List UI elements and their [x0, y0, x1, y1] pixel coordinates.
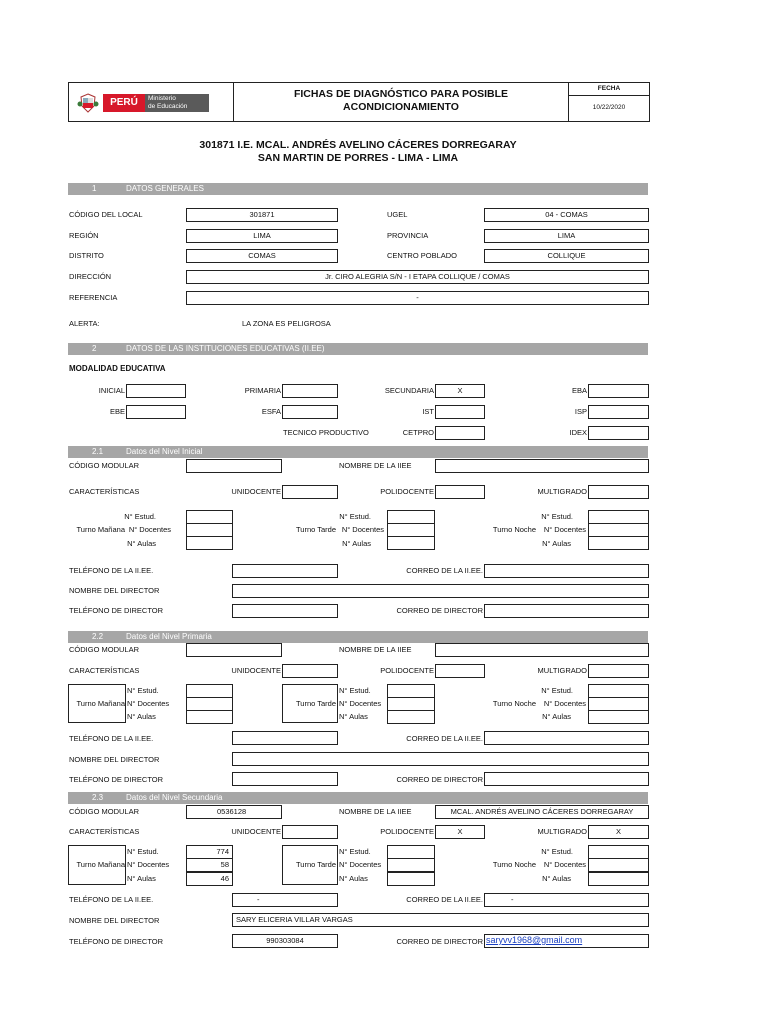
caracteristicas-label: CARACTERÍSTICAS — [69, 666, 140, 675]
correo-director-label: CORREO DE DIRECTOR — [396, 775, 483, 784]
primaria-unidocente-checkbox[interactable] — [282, 664, 338, 678]
section-title: DATOS GENERALES — [126, 184, 204, 193]
header-divider-fecha — [568, 95, 649, 96]
turno-tarde-label: Turno Tarde — [295, 860, 336, 869]
secundaria-polidocente-checkbox[interactable]: X — [435, 825, 485, 839]
tecnico-label: TECNICO PRODUCTIVO — [283, 428, 369, 437]
inicial-correo-director-field[interactable] — [484, 604, 649, 618]
secundaria-manana-estud-field[interactable]: 774 — [186, 845, 233, 859]
n-docentes-label: N° Docentes — [543, 699, 586, 708]
secundaria-tarde-aulas-field[interactable] — [387, 872, 435, 886]
multigrado-label: MULTIGRADO — [537, 827, 587, 836]
ebe-checkbox[interactable] — [126, 405, 186, 419]
primaria-checkbox[interactable] — [282, 384, 338, 398]
secundaria-correo-director-field[interactable] — [484, 934, 649, 948]
section-1-header — [68, 183, 648, 195]
fecha-value: 10/22/2020 — [592, 104, 626, 111]
n-aulas-label: N° Aulas — [339, 712, 368, 721]
telefono-iiee-label: TELÉFONO DE LA II.EE. — [69, 734, 154, 743]
idex-label: IDEX — [569, 428, 587, 437]
unidocente-label: UNIDOCENTE — [231, 827, 281, 836]
region-label: REGIÓN — [69, 231, 99, 240]
turno-noche-label: Turno Noche — [492, 860, 536, 869]
direccion-label: DIRECCIÓN — [69, 272, 112, 281]
nombre-iiee-label: NOMBRE DE LA IIEE — [339, 807, 412, 816]
n-docentes-label: N° Docentes — [127, 860, 170, 869]
secundaria-tarde-estud-field[interactable] — [387, 845, 435, 859]
primaria-noche-docentes-field[interactable] — [588, 697, 649, 711]
primaria-multigrado-checkbox[interactable] — [588, 664, 649, 678]
referencia-label: REFERENCIA — [69, 293, 118, 302]
secundaria-label: SECUNDARIA — [384, 386, 434, 395]
centro-poblado-label: CENTRO POBLADO — [387, 251, 458, 260]
n-estud-label: N° Estud. — [124, 512, 156, 521]
primaria-correo-iiee-field[interactable] — [484, 731, 649, 745]
primaria-noche-aulas-field[interactable] — [588, 710, 649, 724]
director-email-link[interactable]: saryvv1968@gmail.com — [486, 935, 583, 945]
primaria-codigo-modular-field[interactable] — [186, 643, 282, 657]
primaria-nombre-director-field[interactable] — [232, 752, 649, 766]
n-estud-label: N° Estud. — [541, 512, 573, 521]
primaria-noche-estud-field[interactable] — [588, 684, 649, 698]
n-estud-label: N° Estud. — [541, 686, 573, 695]
alerta-value: LA ZONA ES PELIGROSA — [242, 319, 331, 328]
multigrado-label: MULTIGRADO — [537, 666, 587, 675]
ist-label: IST — [422, 407, 434, 416]
cetpro-checkbox[interactable] — [435, 426, 485, 440]
secundaria-correo-iiee-field[interactable]: - — [484, 893, 649, 907]
secundaria-telefono-director-field[interactable]: 990303084 — [232, 934, 338, 948]
codigo-modular-label: CÓDIGO MODULAR — [69, 461, 140, 470]
n-docentes-label: N° Docentes — [128, 525, 171, 534]
form-header — [68, 82, 650, 122]
distrito-label: DISTRITO — [69, 251, 104, 260]
esfa-label: ESFA — [261, 407, 281, 416]
school-title-line1: 301871 I.E. MCAL. ANDRÉS AVELINO CÁCERES DORREGARAY — [199, 139, 517, 151]
polidocente-label: POLIDOCENTE — [380, 666, 434, 675]
eba-label: EBA — [571, 386, 587, 395]
primaria-telefono-iiee-field[interactable] — [232, 731, 338, 745]
ministry-line2: de Educación — [148, 103, 188, 110]
idex-checkbox[interactable] — [588, 426, 649, 440]
section-number: 1 — [92, 184, 97, 193]
primaria-correo-director-field[interactable] — [484, 772, 649, 786]
secundaria-noche-docentes-field[interactable] — [588, 858, 649, 872]
codigo-local-field[interactable]: 301871 — [186, 208, 338, 222]
secundaria-codigo-modular-field[interactable]: 0536128 — [186, 805, 282, 819]
telefono-director-label: TELÉFONO DE DIRECTOR — [69, 606, 164, 615]
region-field[interactable]: LIMA — [186, 229, 338, 243]
secundaria-manana-docentes-field[interactable]: 58 — [186, 858, 233, 872]
n-estud-label: N° Estud. — [127, 686, 159, 695]
section-title: Datos del Nivel Inicial — [126, 447, 203, 456]
telefono-iiee-label: TELÉFONO DE LA II.EE. — [69, 566, 154, 575]
section-inicial-header — [68, 446, 648, 458]
correo-director-label: CORREO DE DIRECTOR — [396, 606, 483, 615]
n-aulas-label: N° Aulas — [339, 874, 368, 883]
n-aulas-label: N° Aulas — [542, 539, 571, 548]
turno-noche-label: Turno Noche — [492, 699, 536, 708]
ministry-line1: Ministerio — [148, 95, 176, 102]
polidocente-label: POLIDOCENTE — [380, 487, 434, 496]
caracteristicas-label: CARACTERÍSTICAS — [69, 487, 140, 496]
form-title — [234, 88, 568, 114]
primaria-tarde-docentes-field[interactable] — [387, 697, 435, 711]
inicial-nombre-iiee-field[interactable] — [435, 459, 649, 473]
nombre-iiee-label: NOMBRE DE LA IIEE — [339, 645, 412, 654]
correo-director-label: CORREO DE DIRECTOR — [396, 937, 483, 946]
section-number: 2 — [92, 344, 97, 353]
polidocente-label: POLIDOCENTE — [380, 827, 434, 836]
n-estud-label: N° Estud. — [339, 686, 371, 695]
inicial-multigrado-checkbox[interactable] — [588, 485, 649, 499]
primaria-label: PRIMARIA — [244, 386, 281, 395]
form-title-line2: ACONDICIONAMIENTO — [343, 101, 459, 113]
inicial-manana-aulas-field[interactable] — [186, 536, 233, 550]
inicial-noche-aulas-field[interactable] — [588, 536, 649, 550]
school-title-line2: SAN MARTIN DE PORRES - LIMA - LIMA — [257, 152, 459, 164]
distrito-field[interactable]: COMAS — [186, 249, 338, 263]
n-aulas-label: N° Aulas — [127, 539, 156, 548]
ugel-label: UGEL — [387, 210, 408, 219]
correo-iiee-label: CORREO DE LA II.EE. — [406, 566, 483, 575]
primaria-manana-docentes-field[interactable] — [186, 697, 233, 711]
n-estud-label: N° Estud. — [541, 847, 573, 856]
inicial-noche-estud-field[interactable] — [588, 510, 649, 524]
ministry-brand — [145, 94, 209, 112]
ugel-field[interactable]: 04 - COMAS — [484, 208, 649, 222]
primaria-nombre-iiee-field[interactable] — [435, 643, 649, 657]
direccion-field[interactable]: Jr. CIRO ALEGRIA S/N - I ETAPA COLLIQUE / COMAS — [186, 270, 649, 284]
n-aulas-label: N° Aulas — [342, 539, 371, 548]
unidocente-label: UNIDOCENTE — [231, 487, 281, 496]
secundaria-multigrado-checkbox[interactable]: X — [588, 825, 649, 839]
inicial-polidocente-checkbox[interactable] — [435, 485, 485, 499]
secundaria-noche-aulas-field[interactable] — [588, 872, 649, 886]
ist-checkbox[interactable] — [435, 405, 485, 419]
section-primaria-header — [68, 631, 648, 643]
inicial-unidocente-checkbox[interactable] — [282, 485, 338, 499]
n-docentes-label: N° Docentes — [127, 699, 170, 708]
modalidad-label: MODALIDAD EDUCATIVA — [69, 364, 166, 373]
primaria-telefono-director-field[interactable] — [232, 772, 338, 786]
n-docentes-label: N° Docentes — [339, 860, 382, 869]
inicial-telefono-director-field[interactable] — [232, 604, 338, 618]
inicial-tarde-aulas-field[interactable] — [387, 536, 435, 550]
section-number: 2.1 — [92, 447, 104, 456]
n-docentes-label: N° Docentes — [339, 699, 382, 708]
peru-coat-of-arms-icon — [77, 92, 99, 114]
n-aulas-label: N° Aulas — [127, 712, 156, 721]
caracteristicas-label: CARACTERÍSTICAS — [69, 827, 140, 836]
form-title-line1: FICHAS DE DIAGNÓSTICO PARA POSIBLE — [293, 88, 509, 100]
secundaria-nombre-iiee-field[interactable]: MCAL. ANDRÉS AVELINO CÁCERES DORREGARAY — [435, 805, 649, 819]
inicial-manana-docentes-field[interactable] — [186, 523, 233, 537]
referencia-field[interactable]: - — [186, 291, 649, 305]
unidocente-label: UNIDOCENTE — [231, 666, 281, 675]
inicial-tarde-estud-field[interactable] — [387, 510, 435, 524]
inicial-telefono-iiee-field[interactable] — [232, 564, 338, 578]
primaria-tarde-estud-field[interactable] — [387, 684, 435, 698]
turno-manana-label: Turno Mañana — [76, 525, 125, 534]
eba-checkbox[interactable] — [588, 384, 649, 398]
alerta-label: ALERTA: — [69, 319, 100, 328]
peru-brand — [103, 94, 145, 112]
correo-iiee-label: CORREO DE LA II.EE. — [406, 895, 483, 904]
nombre-director-label: NOMBRE DEL DIRECTOR — [69, 916, 160, 925]
secundaria-manana-aulas-field[interactable]: 46 — [186, 872, 233, 886]
codigo-local-label: CÓDIGO DEL LOCAL — [69, 210, 143, 219]
n-aulas-label: N° Aulas — [542, 712, 571, 721]
turno-manana-label: Turno Mañana — [76, 699, 125, 708]
ebe-label: EBE — [109, 407, 125, 416]
telefono-director-label: TELÉFONO DE DIRECTOR — [69, 775, 164, 784]
turno-manana-label: Turno Mañana — [76, 860, 125, 869]
codigo-modular-label: CÓDIGO MODULAR — [69, 807, 140, 816]
primaria-manana-aulas-field[interactable] — [186, 710, 233, 724]
secundaria-nombre-director-field[interactable]: SARY ELICERIA VILLAR VARGAS — [232, 913, 649, 927]
isp-label: ISP — [574, 407, 587, 416]
secundaria-checkbox[interactable]: X — [435, 384, 485, 398]
section-title: DATOS DE LAS INSTITUCIONES EDUCATIVAS (II.EE) — [126, 344, 325, 353]
telefono-director-label: TELÉFONO DE DIRECTOR — [69, 937, 164, 946]
centro-poblado-field[interactable]: COLLIQUE — [484, 249, 649, 263]
multigrado-label: MULTIGRADO — [537, 487, 587, 496]
provincia-label: PROVINCIA — [387, 231, 429, 240]
inicial-label: INICIAL — [98, 386, 125, 395]
section-number: 2.3 — [92, 793, 104, 802]
n-estud-label: N° Estud. — [339, 512, 371, 521]
minedu-logo — [77, 90, 201, 116]
esfa-checkbox[interactable] — [282, 405, 338, 419]
nombre-director-label: NOMBRE DEL DIRECTOR — [69, 586, 160, 595]
section-2-header — [68, 343, 648, 355]
section-secundaria-header — [68, 792, 648, 804]
primaria-tarde-aulas-field[interactable] — [387, 710, 435, 724]
n-estud-label: N° Estud. — [339, 847, 371, 856]
cetpro-label: CETPRO — [402, 428, 434, 437]
n-estud-label: N° Estud. — [127, 847, 159, 856]
secundaria-unidocente-checkbox[interactable] — [282, 825, 338, 839]
section-title: Datos del Nivel Secundaria — [126, 793, 223, 802]
turno-tarde-label: Turno Tarde — [295, 525, 336, 534]
telefono-iiee-label: TELÉFONO DE LA II.EE. — [69, 895, 154, 904]
inicial-manana-estud-field[interactable] — [186, 510, 233, 524]
secundaria-noche-estud-field[interactable] — [588, 845, 649, 859]
n-docentes-label: N° Docentes — [543, 525, 586, 534]
codigo-modular-label: CÓDIGO MODULAR — [69, 645, 140, 654]
nombre-director-label: NOMBRE DEL DIRECTOR — [69, 755, 160, 764]
fecha-label: FECHA — [597, 85, 621, 92]
inicial-correo-iiee-field[interactable] — [484, 564, 649, 578]
section-title: Datos del Nivel Primaria — [126, 632, 212, 641]
country-name: PERÚ — [110, 97, 138, 108]
inicial-codigo-modular-field[interactable] — [186, 459, 282, 473]
inicial-tarde-docentes-field[interactable] — [387, 523, 435, 537]
inicial-noche-docentes-field[interactable] — [588, 523, 649, 537]
section-number: 2.2 — [92, 632, 104, 641]
n-aulas-label: N° Aulas — [542, 874, 571, 883]
inicial-nombre-director-field[interactable] — [232, 584, 649, 598]
nombre-iiee-label: NOMBRE DE LA IIEE — [339, 461, 412, 470]
provincia-field[interactable]: LIMA — [484, 229, 649, 243]
n-aulas-label: N° Aulas — [127, 874, 156, 883]
correo-iiee-label: CORREO DE LA II.EE. — [406, 734, 483, 743]
primaria-manana-estud-field[interactable] — [186, 684, 233, 698]
turno-noche-label: Turno Noche — [492, 525, 536, 534]
inicial-checkbox[interactable] — [126, 384, 186, 398]
turno-tarde-label: Turno Tarde — [295, 699, 336, 708]
secundaria-tarde-docentes-field[interactable] — [387, 858, 435, 872]
primaria-polidocente-checkbox[interactable] — [435, 664, 485, 678]
n-docentes-label: N° Docentes — [543, 860, 586, 869]
n-docentes-label: N° Docentes — [341, 525, 384, 534]
secundaria-telefono-iiee-field[interactable]: - — [232, 893, 338, 907]
isp-checkbox[interactable] — [588, 405, 649, 419]
